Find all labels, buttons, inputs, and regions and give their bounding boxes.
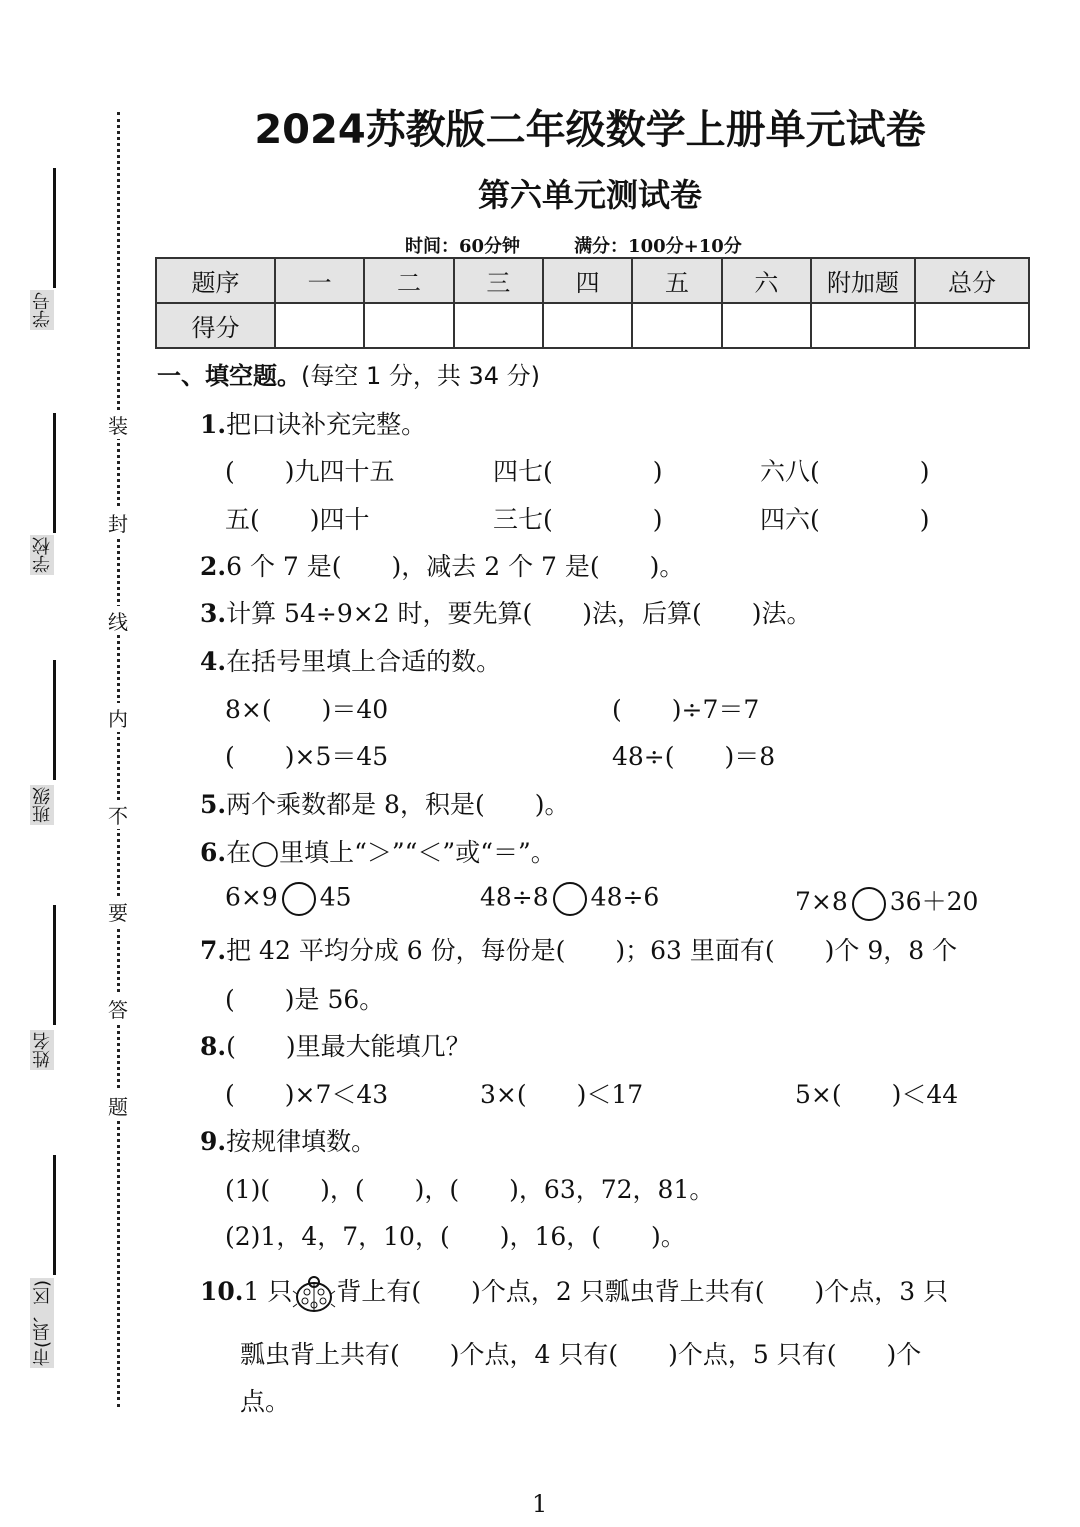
q7-continuation[interactable]: ( )是 56。	[225, 985, 385, 1014]
seal-word: 不	[106, 800, 130, 829]
class-line[interactable]	[53, 660, 56, 780]
q1-item[interactable]: 四六( )	[760, 505, 930, 534]
question-1	[200, 405, 426, 441]
exam-title: 2024苏教版二年级数学上册单元试卷	[254, 107, 926, 153]
seal-word: 内	[106, 703, 130, 732]
header-cell: 五	[632, 258, 721, 303]
score-cell[interactable]	[632, 303, 721, 348]
q-text: 6 个 7 是( )，减去 2 个 7 是( )。	[226, 552, 685, 581]
section-note: (每空 1 分，共 34 分)	[301, 362, 541, 390]
q-text: 在括号里填上合适的数。	[226, 647, 502, 676]
question-8	[200, 1027, 471, 1063]
header-cell: 三	[454, 258, 543, 303]
q1-item[interactable]: 五( )四十	[225, 505, 370, 534]
q-num: 2.	[200, 552, 227, 581]
q6-item	[480, 882, 659, 916]
q-num: 6.	[200, 838, 227, 867]
compare-left: 48÷8	[480, 882, 549, 912]
page-number: 1	[532, 1490, 548, 1518]
row-label: 得分	[156, 303, 275, 348]
q-text: 把 42 平均分成 6 份，每份是( )；63 里面有( )个 9，8 个	[226, 936, 958, 965]
score-cell[interactable]	[364, 303, 453, 348]
q8-item[interactable]: 3×( )＜17	[480, 1080, 644, 1109]
q1-item[interactable]: ( )九四十五	[225, 457, 395, 486]
school-label: 学校	[32, 537, 53, 573]
section-heading	[157, 356, 540, 391]
school-line[interactable]	[53, 413, 56, 533]
city-line[interactable]	[53, 1155, 56, 1275]
compare-circle[interactable]	[553, 882, 587, 916]
q4-item[interactable]: ( )÷7＝7	[612, 695, 760, 724]
header-cell: 二	[364, 258, 453, 303]
q-text: 1 只	[243, 1277, 293, 1306]
seal-word: 线	[106, 606, 130, 635]
q10-continuation: 点。	[240, 1387, 291, 1416]
question-4	[200, 642, 501, 678]
header-cell: 一	[275, 258, 364, 303]
score-cell[interactable]	[454, 303, 543, 348]
q-text: 计算 54÷9×2 时，要先算( )法，后算( )法。	[226, 599, 812, 628]
exam-subtitle: 第六单元测试卷	[477, 176, 702, 214]
compare-circle[interactable]	[852, 887, 886, 921]
question-5[interactable]	[200, 785, 569, 821]
q-text: 两个乘数都是 8，积是( )。	[226, 790, 570, 819]
question-9	[200, 1122, 376, 1158]
name-line[interactable]	[53, 905, 56, 1025]
score-cell[interactable]	[275, 303, 364, 348]
q-num: 1.	[200, 410, 227, 439]
header-cell: 附加题	[811, 258, 915, 303]
q8-item[interactable]: ( )×7＜43	[225, 1080, 389, 1109]
q-text: ( )里最大能填几？	[226, 1032, 471, 1061]
q9-item[interactable]: (2)1，4，7，10，( )，16，( )。	[225, 1222, 686, 1251]
seal-word: 要	[106, 897, 130, 926]
q4-item[interactable]: 48÷( )＝8	[612, 742, 776, 771]
q-num: 8.	[200, 1032, 227, 1061]
compare-right: 45	[319, 882, 352, 912]
q1-item[interactable]: 六八( )	[760, 457, 930, 486]
compare-circle[interactable]	[282, 882, 316, 916]
q8-item[interactable]: 5×( )＜44	[795, 1080, 959, 1109]
question-2[interactable]	[200, 547, 684, 583]
student-id-label: 学号	[32, 292, 53, 328]
seal-word: 答	[106, 994, 130, 1023]
score-cell[interactable]	[811, 303, 915, 348]
q9-item[interactable]: (1)( )，( )，( )，63，72，81。	[225, 1175, 715, 1204]
question-7[interactable]	[200, 931, 957, 967]
q4-item[interactable]: 8×( )＝40	[225, 695, 389, 724]
compare-right: 36＋20	[889, 887, 979, 916]
city-label: 市(县、区)	[32, 1280, 53, 1367]
exam-meta	[405, 232, 742, 258]
score-cell[interactable]	[543, 303, 632, 348]
q-text: 背上有( )个点，2 只瓢虫背上共有( )个点，3 只	[336, 1277, 949, 1306]
q-num: 9.	[200, 1127, 227, 1156]
seal-line	[117, 112, 120, 1407]
header-cell: 题序	[156, 258, 275, 303]
score-table	[155, 257, 1030, 349]
section-title: 一、填空题。	[157, 362, 301, 390]
full-score: 满分：100分+10分	[574, 236, 742, 257]
q-num: 7.	[200, 936, 227, 965]
seal-word: 封	[106, 508, 130, 537]
question-3[interactable]	[200, 594, 812, 630]
class-label: 班级	[32, 787, 53, 823]
seal-word: 题	[106, 1091, 130, 1120]
q4-item[interactable]: ( )×5＝45	[225, 742, 389, 771]
q-num: 3.	[200, 599, 227, 628]
q-num: 4.	[200, 647, 227, 676]
q1-item[interactable]: 三七( )	[493, 505, 663, 534]
compare-right: 48÷6	[590, 882, 660, 912]
q1-item[interactable]: 四七( )	[493, 457, 663, 486]
compare-left: 6×9	[225, 882, 278, 912]
score-cell[interactable]	[915, 303, 1029, 348]
name-label: 姓名	[32, 1032, 53, 1068]
q-num: 5.	[200, 790, 227, 819]
q-text: 把口诀补充完整。	[226, 410, 427, 439]
q-text: 按规律填数。	[226, 1127, 377, 1156]
time-limit: 时间：60分钟	[405, 236, 521, 257]
ladybug-icon	[292, 1274, 336, 1314]
q-num: 10.	[200, 1277, 244, 1306]
compare-left: 7×8	[795, 887, 848, 916]
seal-word: 装	[106, 410, 130, 439]
header-cell: 六	[722, 258, 811, 303]
q6-item	[225, 882, 352, 916]
q10-continuation[interactable]: 瓢虫背上共有( )个点，4 只有( )个点，5 只有( )个	[240, 1340, 922, 1369]
question-6	[200, 833, 556, 869]
score-cell[interactable]	[722, 303, 811, 348]
header-cell: 四	[543, 258, 632, 303]
q6-item	[795, 882, 978, 921]
question-10[interactable]	[200, 1272, 948, 1314]
q-text: 在◯里填上“＞”“＜”或“＝”。	[226, 838, 556, 867]
header-cell: 总分	[915, 258, 1029, 303]
